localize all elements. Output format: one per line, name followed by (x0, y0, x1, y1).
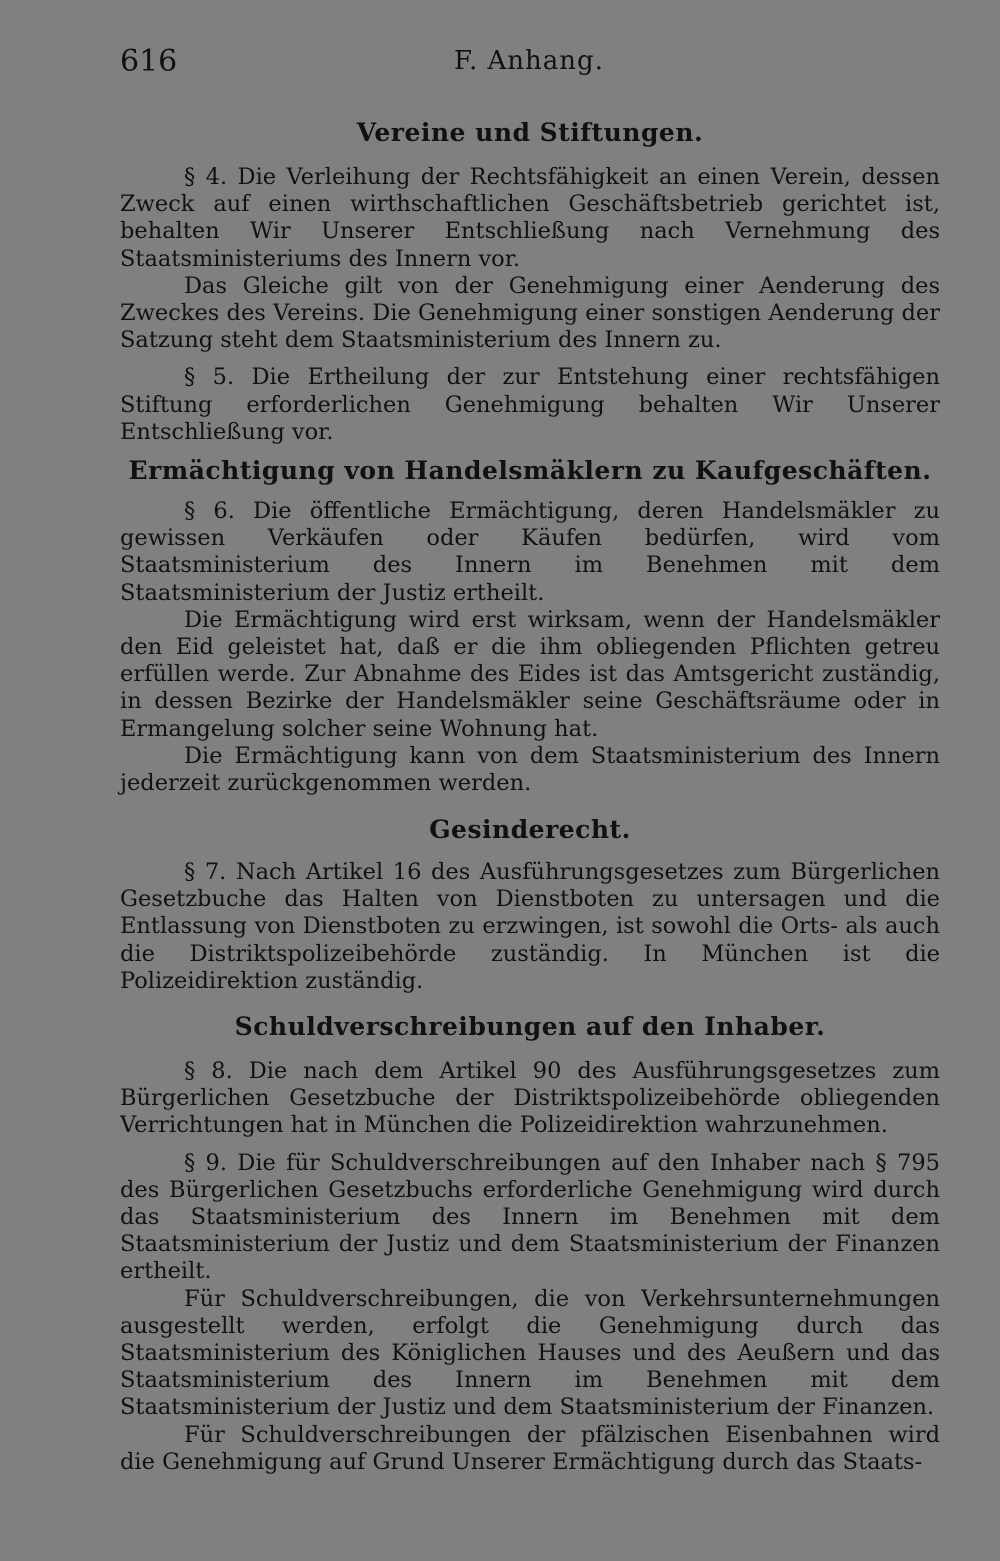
paragraph-s7: § 7. Nach Artikel 16 des Ausführungsgesetzes zum Bürgerlichen Gesetzbuche das Halten von Dienstboten zu untersagen und die Entlassung von Dienstboten zu erzwingen, ist sowohl die Orts- als auch die Distriktspolizeibehörde zuständig. In München ist die Polizeidirektion zuständig. (120, 859, 940, 994)
paragraph-continuation: Das Gleiche gilt von der Genehmigung einer Aenderung des Zweckes des Vereins. Die Genehmigung einer sonstigen Aenderung der Satzung steht dem Staatsministerium des Innern zu. (120, 272, 940, 354)
paragraph-continuation: Für Schuldverschreibungen, die von Verkehrsunternehmungen ausgestellt werden, erfolgt die Genehmigung durch das Staatsministerium des Königlichen Hauses und des Aeußern und das Staatsministerium des Innern im Benehmen mit dem Staatsministerium der Justiz und dem Staatsministerium der Finanzen. (120, 1285, 940, 1421)
running-title: F. Anhang. (454, 46, 604, 76)
paragraph-s4: § 4. Die Verleihung der Rechtsfähigkeit an einen Verein, dessen Zweck auf einen wirthschaftlichen Geschäftsbetrieb gerichtet ist, behalten Wir Unserer Entschließung nach Vernehmung des Staatsministeriums des Innern vor. (120, 164, 940, 272)
section-schuldverschreibungen (120, 1012, 940, 1476)
page-header (120, 44, 938, 84)
page-number: 616 (120, 44, 178, 79)
paragraph-continuation: Die Ermächtigung wird erst wirksam, wenn der Handelsmäkler den Eid geleistet hat, daß er die ihm obliegenden Pflichten getreu erfüllen werde. Zur Abnahme des Eides ist das Amtsgericht zuständig, in dessen Bezirke der Handelsmäkler seine Geschäftsräume oder in Ermangelung solcher seine Wohnung hat. (120, 606, 940, 742)
section-heading: Ermächtigung von Handelsmäklern zu Kaufgeschäften. (128, 456, 932, 485)
paragraph-continuation: Die Ermächtigung kann von dem Staatsministerium des Innern jederzeit zurückgenommen werden. (120, 742, 940, 797)
section-handelsmaekler (120, 456, 940, 797)
section-heading: Schuldverschreibungen auf den Inhaber. (234, 1012, 826, 1041)
paragraph-continuation: Für Schuldverschreibungen der pfälzischen Eisenbahnen wird die Genehmigung auf Grund Unserer Ermächtigung durch das Staats- (120, 1421, 940, 1475)
section-vereine (120, 118, 940, 446)
section-heading: Vereine und Stiftungen. (356, 118, 704, 147)
paragraph-s9: § 9. Die für Schuldverschreibungen auf den Inhaber nach § 795 des Bürgerlichen Gesetzbuchs erforderliche Genehmigung wird durch das Staatsministerium des Innern im Benehmen mit dem Staatsministerium der Justiz und dem Staatsministerium der Finanzen ertheilt. (120, 1149, 940, 1285)
paragraph-s6: § 6. Die öffentliche Ermächtigung, deren Handelsmäkler zu gewissen Verkäufen oder Käufen bedürfen, wird vom Staatsministerium des Innern im Benehmen mit dem Staatsministerium der Justiz ertheilt. (120, 498, 940, 606)
section-heading: Gesinderecht. (429, 815, 631, 844)
section-gesinderecht (120, 815, 940, 995)
paragraph-s8: § 8. Die nach dem Artikel 90 des Ausführungsgesetzes zum Bürgerlichen Gesetzbuche der Distriktspolizeibehörde obliegenden Verrichtungen hat in München die Polizeidirektion wahrzunehmen. (120, 1058, 940, 1139)
paragraph-s5: § 5. Die Ertheilung der zur Entstehung einer rechtsfähigen Stiftung erforderlichen Genehmigung behalten Wir Unserer Entschließung vor. (120, 364, 940, 445)
